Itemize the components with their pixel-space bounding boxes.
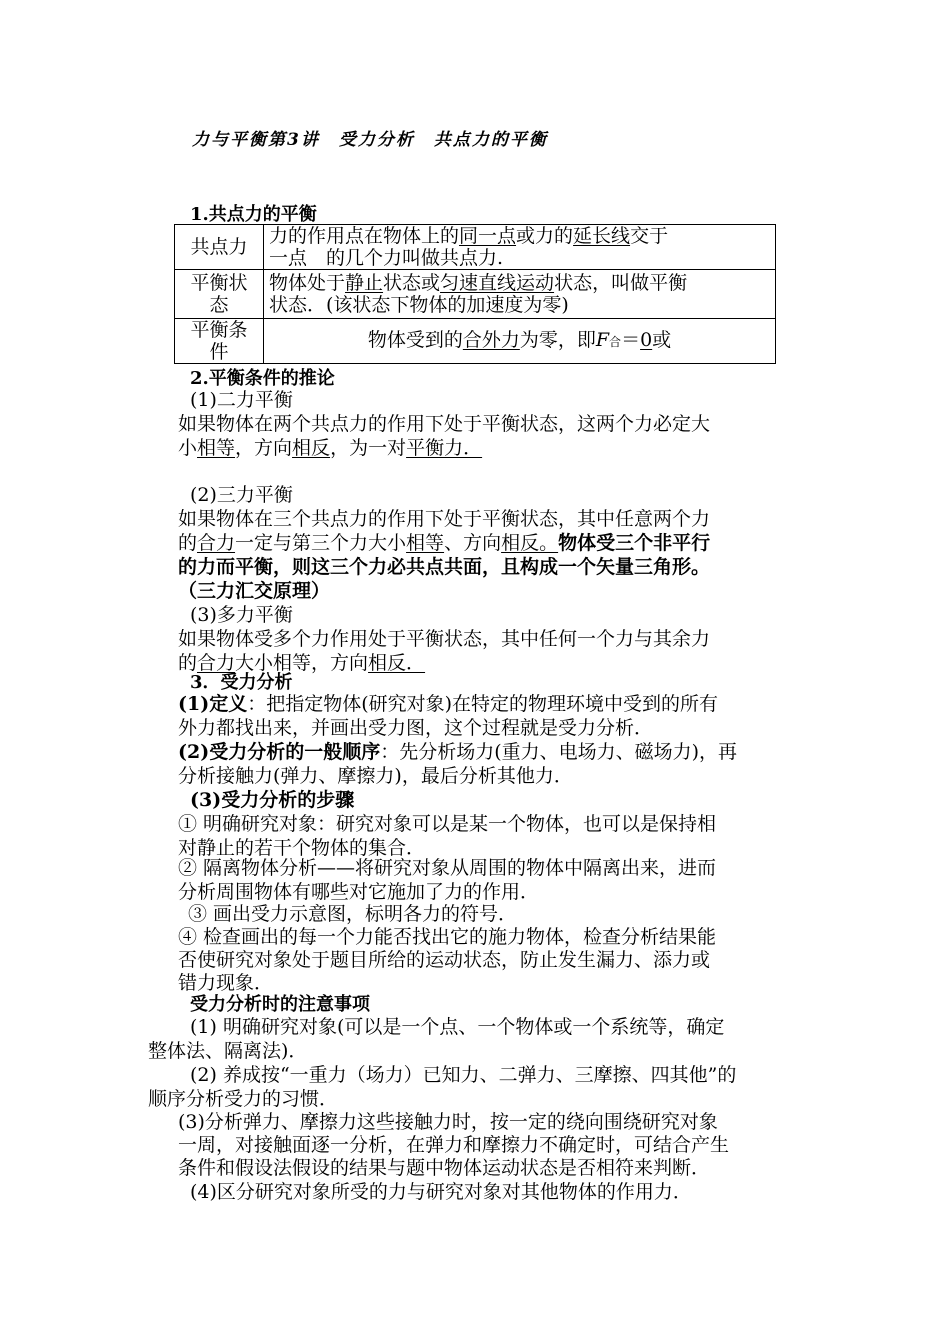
table-row [175,319,776,364]
order-text: (2)受力分析的一般顺序：先分析场力(重力、电场力、磁场力)，再 [178,741,738,763]
steps-label: (3)受力分析的步骤 [190,789,355,811]
step-text: 否使研究对象处于题目所给的运动状态，防止发生漏力、添力或 [178,949,711,971]
step-text: ③ 画出受力示意图，标明各力的符号． [188,903,518,925]
multi-force-text: 的合力大小相等，方向相反． [178,652,426,674]
note-text: (3)分析弹力、摩擦力这些接触力时，按一定的绕向围绕研究对象 [178,1111,718,1133]
order-text: 分析接触力(弹力、摩擦力)，最后分析其他力． [178,765,573,787]
page-title: 力与平衡第3讲 受力分析 共点力的平衡 [192,130,548,150]
equilibrium-table [174,224,776,364]
multi-force-text: 如果物体受多个力作用处于平衡状态，其中任何一个力与其余力 [178,628,711,650]
three-force-text: 的合力一定与第三个力大小相等、方向相反。物体受三个非平行 [178,532,711,554]
section-2-heading: 2.平衡条件的推论 [190,368,335,389]
step-text: ④ 检查画出的每一个力能否找出它的施力物体，检查分析结果能 [178,926,717,948]
table-value-cell: 物体受到的合外力为零，即F合＝0或 [264,319,776,364]
definition-text: (1)定义：把指定物体(研究对象)在特定的物理环境中受到的所有 [178,693,719,715]
step-text: 错力现象． [178,972,274,994]
step-text: ① 明确研究对象：研究对象可以是某一个物体，也可以是保持相 [178,813,717,835]
three-force-label: (2)三力平衡 [190,484,293,506]
note-text: 顺序分析受力的习惯． [148,1088,339,1110]
two-force-label: (1)二力平衡 [190,389,293,411]
two-force-text: 如果物体在两个共点力的作用下处于平衡状态，这两个力必定大 [178,413,711,435]
step-text: 分析周围物体有哪些对它施加了力的作用． [178,881,540,903]
note-text: (4)区分研究对象所受的力与研究对象对其他物体的作用力． [190,1181,692,1203]
step-text: ② 隔离物体分析——将研究对象从周围的物体中隔离出来，进而 [178,857,717,879]
table-key-cell: 共点力 [175,225,264,270]
definition-text: 外力都找出来，并画出受力图，这个过程就是受力分析． [178,717,654,739]
step-text: 对静止的若干个物体的集合． [178,837,426,859]
table-key-cell: 平衡条 件 [175,319,264,364]
two-force-text: 小相等，方向相反，为一对平衡力． [178,437,483,459]
section-1-heading: 1.共点力的平衡 [190,204,317,225]
multi-force-label: (3)多力平衡 [190,604,293,626]
note-text: (2) 养成按“一重力（场力）已知力、二弹力、三摩擦、四其他”的 [190,1064,737,1086]
three-force-text: 如果物体在三个共点力的作用下处于平衡状态，其中任意两个力 [178,508,711,530]
note-text: 一周，对接触面逐一分析，在弹力和摩擦力不确定时，可结合产生 [178,1134,730,1156]
table-key-cell: 平衡状 态 [175,270,264,319]
notes-heading: 受力分析时的注意事项 [190,994,370,1015]
table-value-cell: 力的作用点在物体上的同一点或力的延长线交于 一点 的几个力叫做共点力. [264,225,776,270]
note-text: 整体法、隔离法)． [148,1040,308,1062]
table-value-cell: 物体处于静止状态或匀速直线运动状态，叫做平衡 状态．(该状态下物体的加速度为零) [264,270,776,319]
table-row [175,270,776,319]
three-force-text: （三力汇交原理） [178,580,331,602]
table-row [175,225,776,270]
three-force-text: 的力而平衡，则这三个力必共点共面，且构成一个矢量三角形。 [178,556,711,578]
section-3-heading: 3．受力分析 [190,672,293,693]
note-text: (1) 明确研究对象(可以是一个点、一个物体或一个系统等，确定 [190,1016,725,1038]
note-text: 条件和假设法假设的结果与题中物体运动状态是否相符来判断． [178,1157,711,1179]
